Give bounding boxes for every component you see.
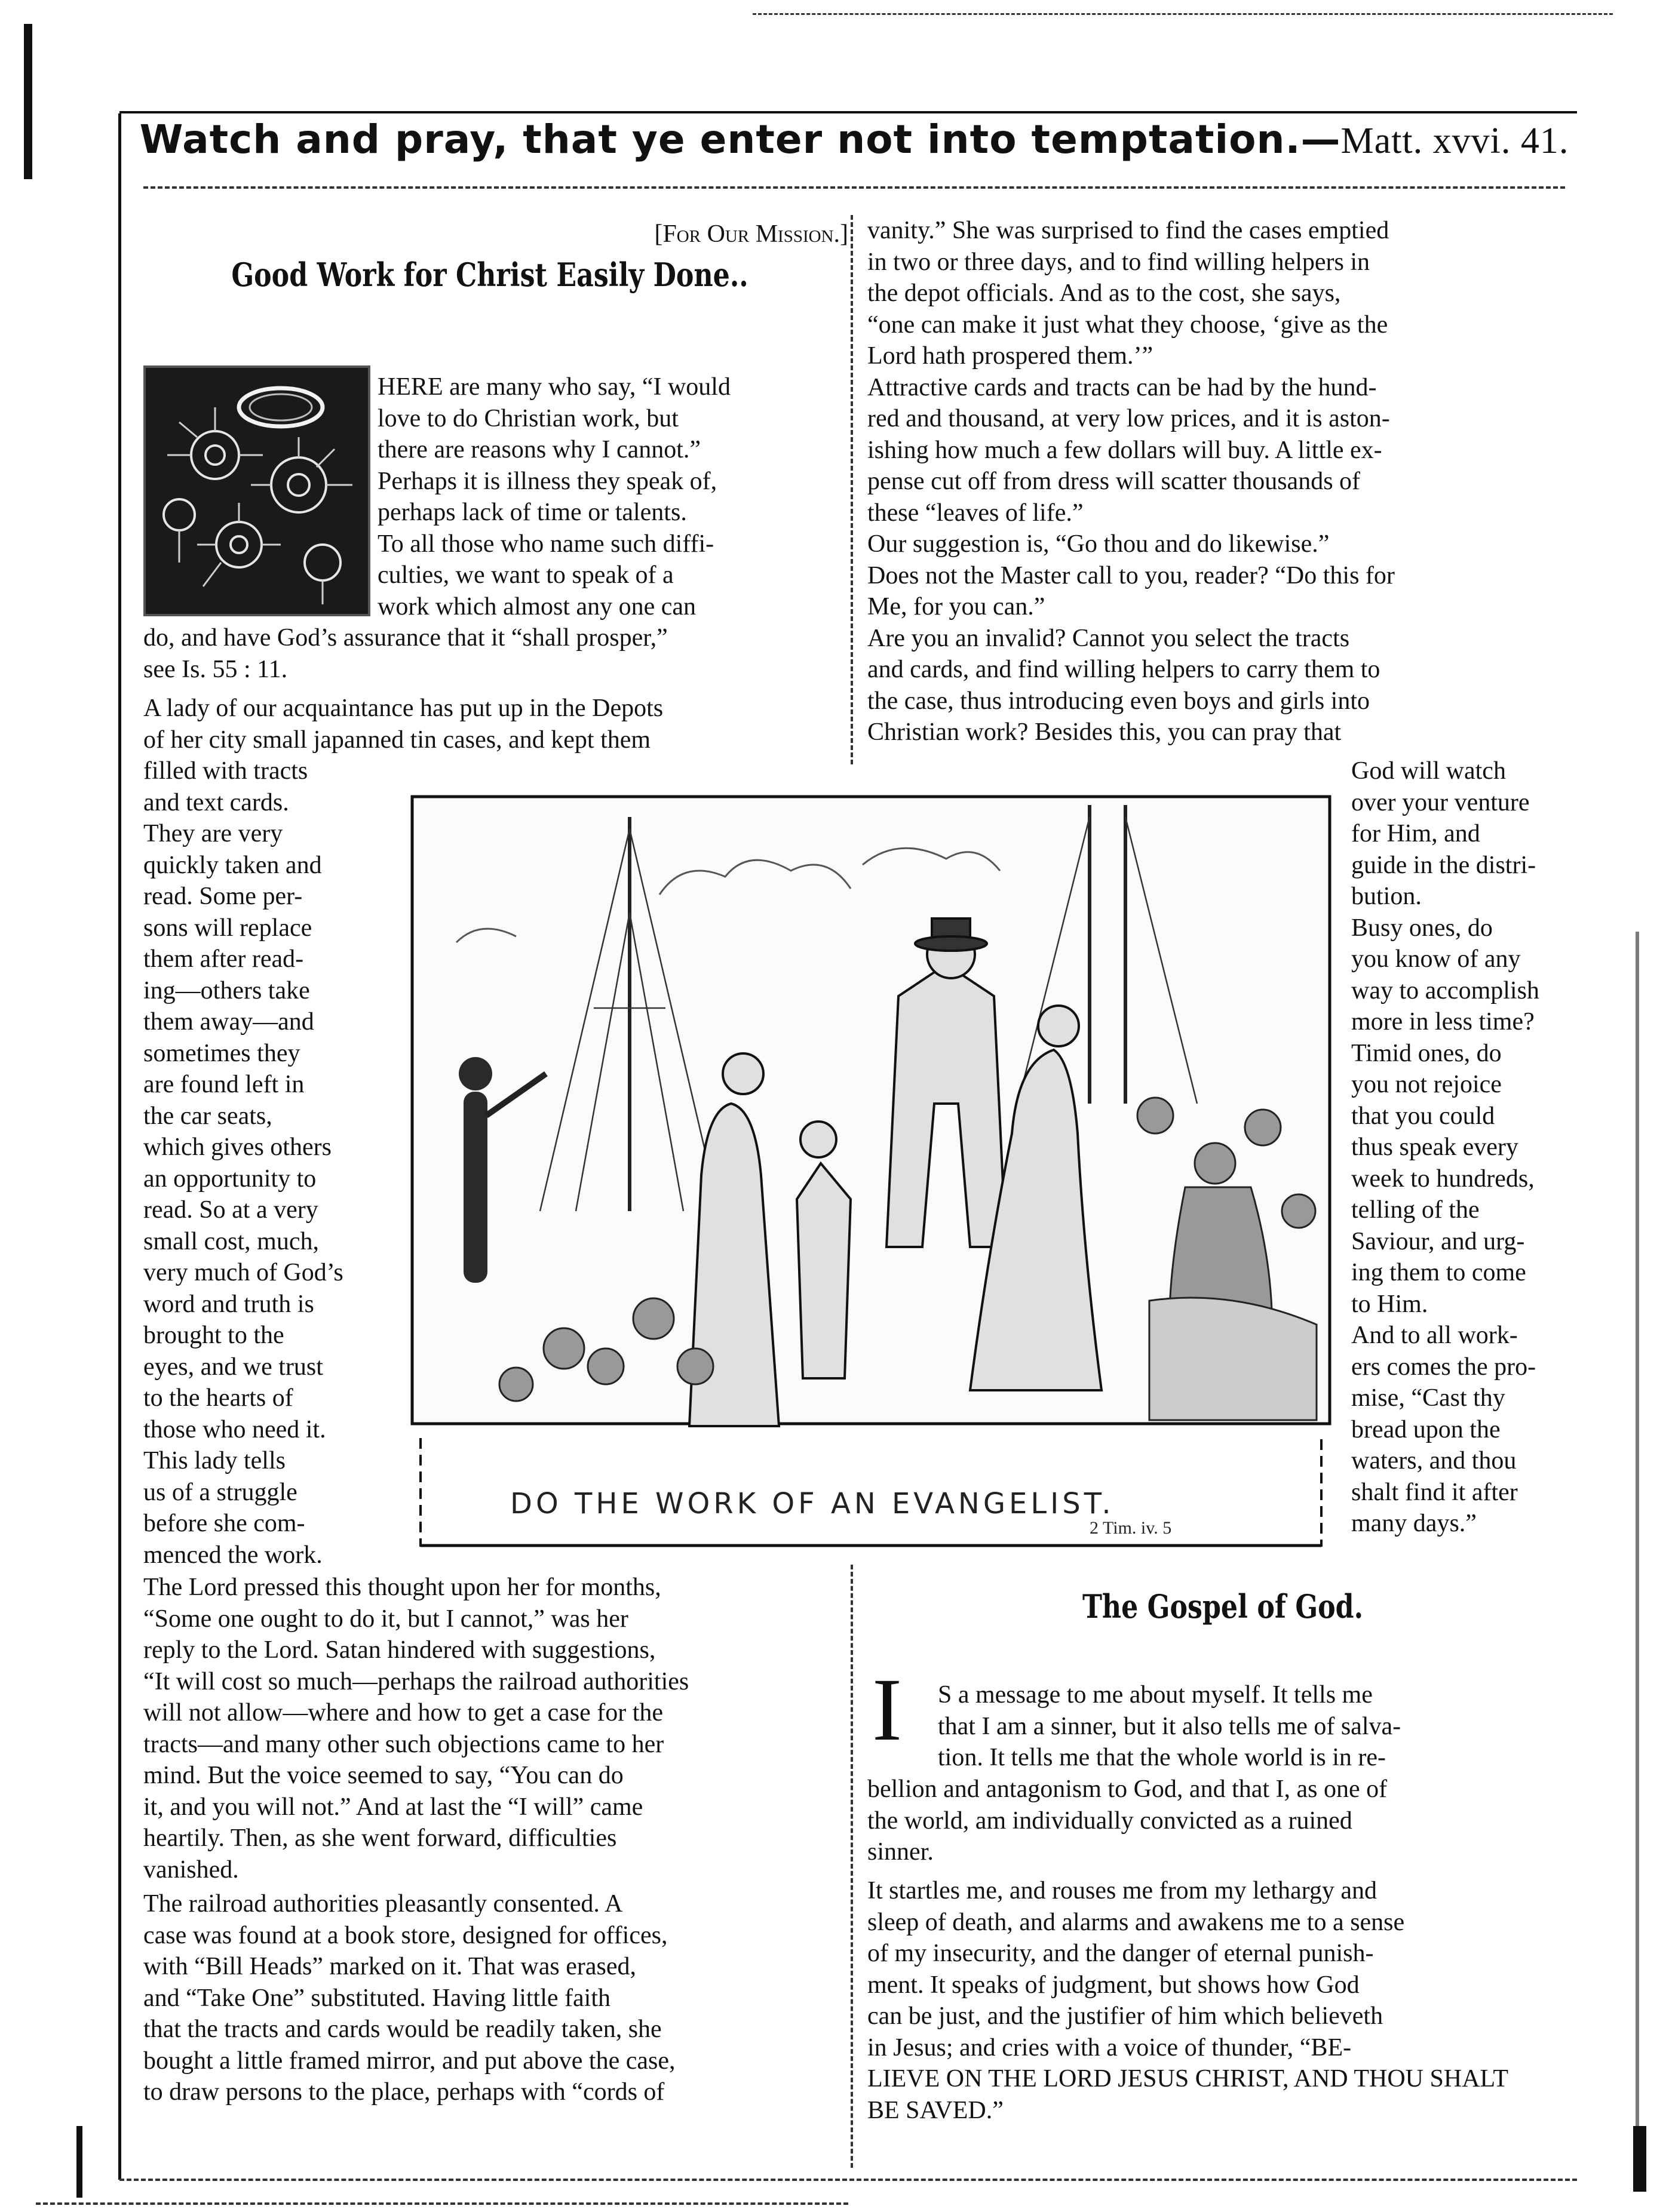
illustration-caption: DO THE WORK OF AN EVANGELIST. <box>510 1487 1115 1520</box>
header-top-rule <box>119 111 1577 113</box>
column-rule-upper <box>851 215 853 764</box>
article2-paragraph-1-beside-cap: S a message to me about myself. It tells me that I am a sinner, but it also tells me of salva- tion. It tells me that the whole world is in re- <box>938 1681 1401 1771</box>
left-scan-edge <box>24 24 32 179</box>
article1-paragraph-1-beside-image: HERE are many who say, “I would love to do Christian work, but there are reasons why I cannot.” Perhaps it is illness they speak of, perhaps lack of time or talents. To all those who name such diffi- culties, we want to speak of a work which almost any one can <box>378 373 731 620</box>
illustration-reference: 2 Tim. iv. 5 <box>1090 1518 1172 1538</box>
article1-title: Good Work for Christ Easily Done.. <box>231 256 748 294</box>
header-bottom-rule <box>143 186 1565 189</box>
running-title-verse: Watch and pray, that ye enter not into temptation.— <box>139 116 1341 162</box>
flower-dropcap-image <box>143 365 370 616</box>
bottom-scan-dashes <box>36 2202 848 2205</box>
right-scan-edge <box>1636 932 1639 2186</box>
source-note: [For Our Mission.] <box>654 220 848 248</box>
left-scan-edge-lower <box>76 2126 82 2198</box>
column-rule-lower <box>851 1565 853 2168</box>
article2-paragraph-1-rest: bellion and antagonism to God, and that I, as one of the world, am individually convicted as a ruined sinner. <box>867 1775 1388 1866</box>
right-scan-mark <box>1633 2126 1646 2192</box>
article1-paragraph-3: The Lord pressed this thought upon her for months, “Some one ought to do it, but I cannot,” was her reply to the Lord. Satan hindered with suggestions, “It will cost so much—perhaps the railroad authorities will not allow—where and how to get a case for the tracts—and many other such objections came to her mind. But the voice seemed to say, “You can do it, and you will not.” And at last the “I will” came heartily. Then, as she went forward, difficulties vanished. <box>143 1574 689 1884</box>
article1-paragraph-2-top: A lady of our acquaintance has put up in the Depots of her city small japanned tin cases, and kept them <box>143 695 664 754</box>
running-title <box>131 116 1577 162</box>
top-scan-dashes <box>753 13 1613 15</box>
article1-paragraph-5-top: vanity.” She was surprised to find the cases emptied in two or three days, and to find willing helpers in the depot officials. And as to the cost, she says, “one can make it just what they choose, ‘give as the Lord hath prospered them.’” Attractive cards and tracts can be had by the hund- red and thousand, at very low prices, and it is aston- ishing how much a few dollars will buy. A little ex- pense cut off from dress will scatter thousands of these “leaves of life.” Our suggestion is, “Go thou and do likewise.” Does not the Master call to you, reader? “Do this for Me, for you can.” Are you an invalid? Cannot you select the tracts and cards, and find willing helpers to carry them to the case, thus introducing even boys and girls into Christian work? Besides this, you can pray that <box>867 217 1395 746</box>
evangelist-illustration <box>409 793 1333 1563</box>
article1-paragraph-2-narrow: filled with tracts and text cards. They are very quickly taken and read. Some per- sons will replace them after read- ing—others take them away—and sometimes they are found left in the car seats, which gives others an opportunity to read. So at a very small cost, much, very much of God’s word and truth is brought to the eyes, and we trust to the hearts of those who need it. This lady tells us of a struggle before she com- menced the work. <box>143 757 343 1569</box>
article1-paragraph-4: The railroad authorities pleasantly consented. A case was found at a book store, designed for offices, with “Bill Heads” marked on it. That was erased, and “Take One” substituted. Having little faith that the tracts and cards would be readily taken, she bought a little framed mirror, and put above the case, to draw persons to the place, perhaps with “cords of <box>143 1890 676 2106</box>
page-left-rule <box>118 113 121 2180</box>
running-title-reference: Matt. xvvi. 41. <box>1340 121 1569 161</box>
article2-title: The Gospel of God. <box>1082 1587 1364 1626</box>
page-bottom-rule <box>119 2179 1577 2181</box>
article2-paragraph-2: It startles me, and rouses me from my lethargy and sleep of death, and alarms and awakens me to a sense of my insecurity, and the danger of eternal punish- ment. It speaks of judgment, but shows how God can be just, and the justifier of him which believeth in Jesus; and cries with a voice of thunder, “BE- LIEVE ON THE LORD JESUS CHRIST, AND THOU SHALT BE SAVED.” <box>867 1877 1508 2124</box>
article1-paragraph-1-rest: do, and have God’s assurance that it “shall prosper,” see Is. 55 : 11. <box>143 624 668 683</box>
article1-paragraph-5-narrow: God will watch over your venture for Him, and guide in the distri- bution. Busy ones, do you know of any way to accomplish more in less time? Timid ones, do you not rejoice that you could thus speak every week to hundreds, telling of the Saviour, and urg- ing them to come to Him. And to all work- ers comes the pro- mise, “Cast thy bread upon the waters, and thou shalt find it after many days.” <box>1351 757 1539 1537</box>
article2-drop-cap: I <box>872 1660 902 1759</box>
